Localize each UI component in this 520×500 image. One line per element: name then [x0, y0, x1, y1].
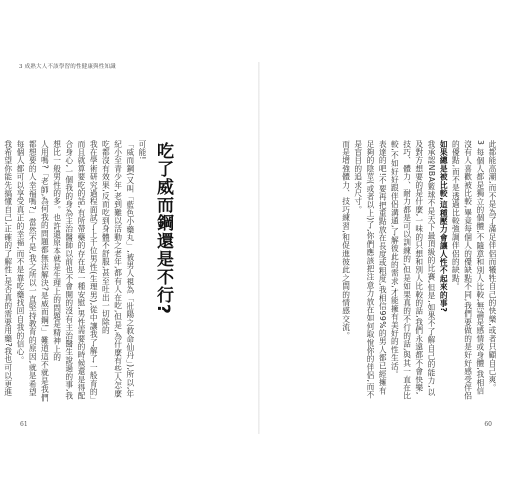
right-page-body	[260, 140, 498, 402]
left-page-body	[3, 140, 148, 402]
paragraph: 可能!	[138, 140, 147, 160]
paragraph: 我在學術研究過程面試了上千位男性(生理男),從中讓我了解了一般育的」而且就算要吃的話,有所帶藥的存在是一種安慰,男性需要的時候還是得配合身心,一個我的身為主治醫師以前也不會開的沒有主治醫生說過的事,我想比一般男性的多。也許還原本就是生理上的問題是精神上的	[52, 140, 99, 401]
running-head: 3 成熟大人不該學習的性健康與性知識	[19, 64, 116, 70]
paragraph: 3 每個人都是獨立的個體,不隨意和別人比較,無論是感情或身體,我相信沒有人喜歡被比較,畢竟每個人的優缺點不同,我們要做的是好好感受伴侶的優點,而不是透過比較強調伴侶的缺點。	[451, 140, 485, 401]
right-page	[260, 62, 506, 434]
section-heading: 吃了威而鋼還是不行?	[153, 142, 173, 315]
paragraph: 人用嗎?「老師,為何我的問題都無法解決?是威而鋼!」難道這不就是我們都想要的人幸福嗎?」當然不是,我之所以一直堅持教育的原因,就是希望每個人都可以享受真正的幸福,而不是靠吃藥找回自我的信心。	[15, 140, 50, 402]
left-page	[3, 62, 258, 434]
paragraph: 表達的吧!不要再把重點放在長度或粗度,我相信99%的男人都已經擁有足夠的陰莖(或者以上)了,你們應該把注意力放在如何取悅你的伴侶,而不是盲目的追求尺寸。	[353, 140, 388, 399]
page-number: 61	[20, 421, 28, 428]
paragraph: 「威而鋼(又叫「藍色小藥丸」,被男人視為「壯陽之救命仙丹」),所以,年紀小至青少年,老到難以活動之老年,都有人在吃,但是,為什麼有些人怎麼吃都沒有效果,反而吃到身體不舒服,甚至吐出一切除的	[101, 140, 135, 398]
subheading: 如果總是被比較,這種壓力會讓人性不起來的事?	[439, 140, 449, 313]
paragraph: 我希望你能先搞懂自己,正確的了解性,是否真的需要用藥?我也可以更進	[3, 140, 13, 397]
paragraph: 我承認NBA籃球不是天下最頂級的比賽,但是,如果不了解自己的能力,以及對方想要的是什麼,一味的只想和別人比較的話,我們永遠都不會快樂,技巧、體力、耐力都是可以訓練的,但是如果真的不行的話,與其一直在比較,不如好好跟伴侶溝通,了解彼此的需求,才能擁有美好的性生活。	[390, 140, 436, 401]
page-number: 60	[484, 421, 492, 428]
paragraph: 此都能高潮,而不是為了滿足伴侶而犧牲自己的快樂,或者只顧自己爽。	[488, 140, 497, 392]
paragraph: 而是增強體力、技巧練習,和促進彼此之間的情感交流。	[341, 140, 351, 340]
